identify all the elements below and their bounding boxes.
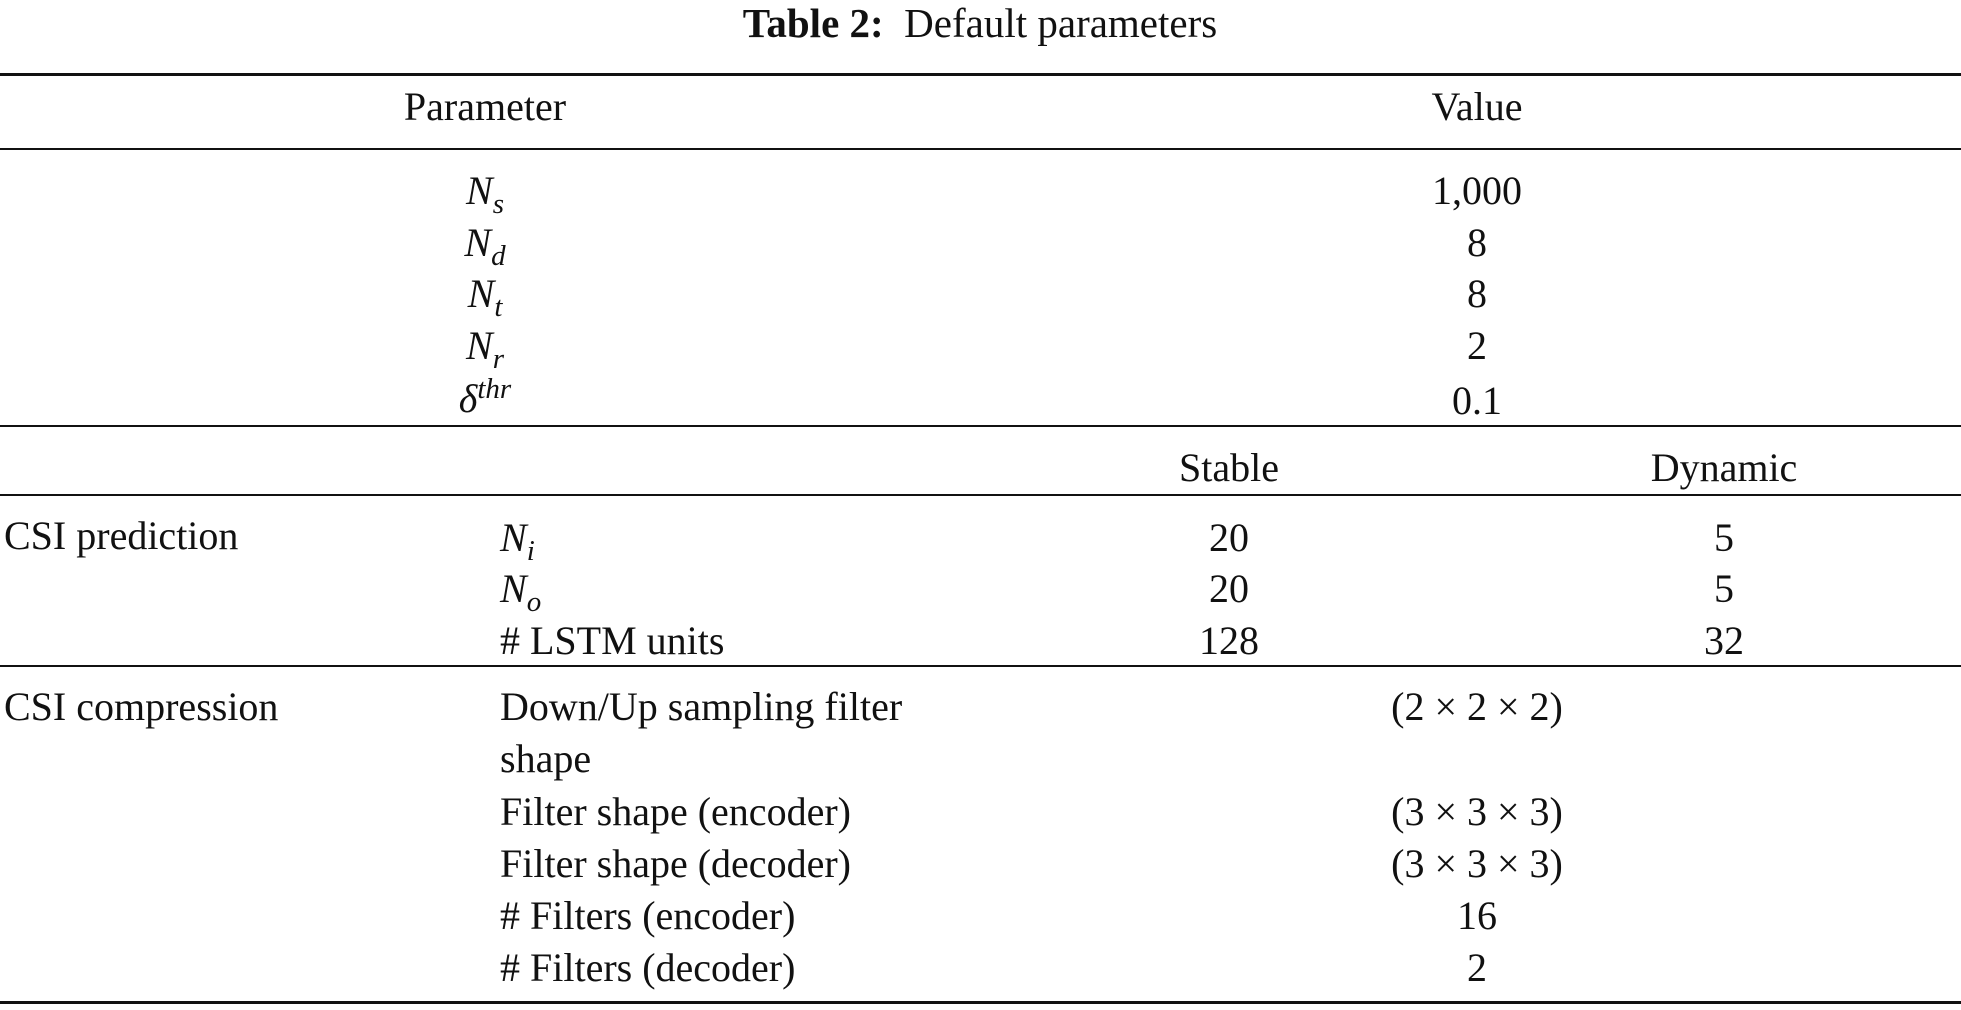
prediction-dynamic: 5 bbox=[1714, 566, 1734, 611]
compression-param-continued: shape bbox=[500, 736, 592, 781]
prediction-param: # LSTM units bbox=[500, 618, 725, 663]
prediction-dynamic: 5 bbox=[1714, 515, 1734, 560]
compression-value: 16 bbox=[1457, 893, 1497, 938]
table-caption bbox=[743, 0, 1217, 46]
compression-value: (3 × 3 × 3) bbox=[1391, 789, 1563, 834]
compression-value: (2 × 2 × 2) bbox=[1391, 684, 1563, 729]
prediction-stable: 128 bbox=[1199, 618, 1259, 663]
param-value: 2 bbox=[1467, 323, 1487, 368]
prediction-param: $N_o$ bbox=[500, 566, 542, 618]
param-symbol: $N_d$ bbox=[464, 220, 506, 272]
prediction-dynamic: 32 bbox=[1704, 618, 1744, 663]
top-rule bbox=[0, 73, 1961, 76]
group-label-compression: CSI compression bbox=[4, 684, 279, 729]
param-symbol: $\delta^{thr}$ bbox=[458, 373, 512, 421]
param-symbol: $N_s$ bbox=[466, 168, 504, 220]
header-value: Value bbox=[1431, 84, 1523, 129]
param-value: 1,000 bbox=[1432, 168, 1522, 213]
param-value: 8 bbox=[1467, 271, 1487, 316]
caption-text: Default parameters bbox=[904, 0, 1218, 46]
prediction-param: $N_i$ bbox=[500, 515, 535, 567]
section-rule bbox=[0, 665, 1961, 667]
subheader-dynamic: Dynamic bbox=[1650, 445, 1798, 490]
group-label-prediction: CSI prediction bbox=[4, 513, 239, 558]
compression-param: # Filters (encoder) bbox=[500, 893, 796, 938]
header-rule bbox=[0, 148, 1961, 150]
header-parameter: Parameter bbox=[403, 84, 567, 129]
subheader-stable: Stable bbox=[1179, 445, 1279, 490]
compression-param: Filter shape (encoder) bbox=[500, 789, 851, 834]
section-rule bbox=[0, 425, 1961, 427]
param-symbol: $N_t$ bbox=[467, 271, 503, 323]
compression-param: Down/Up sampling filter bbox=[500, 684, 903, 729]
param-symbol: $N_r$ bbox=[466, 323, 504, 375]
prediction-stable: 20 bbox=[1209, 566, 1249, 611]
compression-param: # Filters (decoder) bbox=[500, 945, 796, 990]
compression-param: Filter shape (decoder) bbox=[500, 841, 851, 886]
param-value: 0.1 bbox=[1452, 378, 1502, 423]
compression-value: 2 bbox=[1467, 945, 1487, 990]
subheader-rule bbox=[0, 494, 1961, 496]
compression-value: (3 × 3 × 3) bbox=[1391, 841, 1563, 886]
caption-label: Table 2: bbox=[742, 0, 884, 46]
prediction-stable: 20 bbox=[1209, 515, 1249, 560]
param-value: 8 bbox=[1467, 220, 1487, 265]
bottom-rule bbox=[0, 1001, 1961, 1004]
